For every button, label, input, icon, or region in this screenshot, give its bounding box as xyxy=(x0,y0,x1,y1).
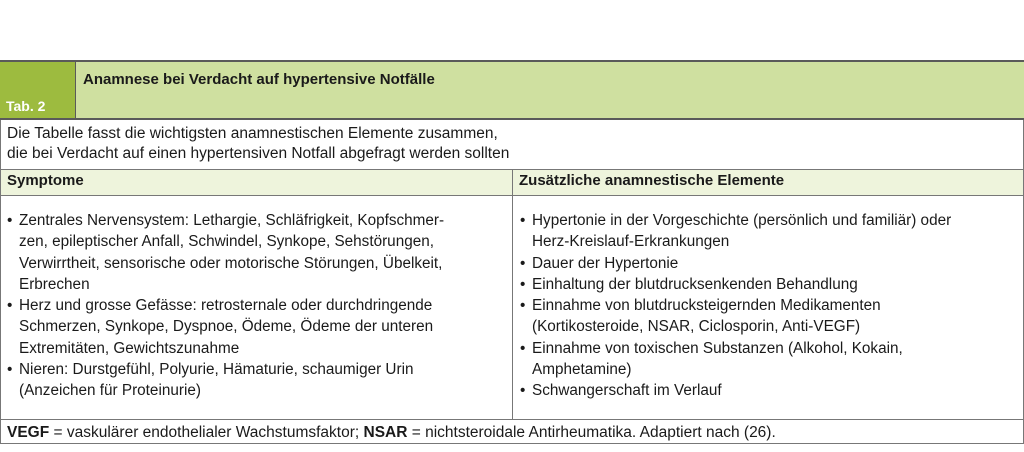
footnote-abbr-nsar: NSAR xyxy=(363,424,408,441)
symptoms-column xyxy=(1,196,513,419)
table-title: Anamnese bei Verdacht auf hypertensive Notfälle xyxy=(83,71,435,88)
list-item-line: Hypertonie in der Vorgeschichte (persönlich und familiär) oder xyxy=(532,212,952,229)
bullet-icon: • xyxy=(520,297,526,315)
bullet-icon: • xyxy=(520,254,526,272)
description-line: die bei Verdacht auf einen hypertensiven Notfall abgefragt werden sollten xyxy=(7,145,510,162)
additional-item xyxy=(520,253,1019,274)
list-item-text xyxy=(532,253,678,274)
list-item-line: Nieren: Durstgefühl, Polyurie, Hämaturie, schaumiger Urin xyxy=(19,361,414,379)
bullet-icon: • xyxy=(7,297,13,315)
list-item-line: Schmerzen, Synkope, Dyspnoe, Ödeme, Ödeme der unteren xyxy=(19,318,434,336)
column-header-row xyxy=(0,170,1024,196)
tab-number-box xyxy=(0,62,76,118)
footnote-def-nsar: = nichtsteroidale Antirheumatika. Adaptiert nach (26). xyxy=(407,424,776,441)
footnote-def-vegf: = vaskulärer endothelialer Wachstumsfaktor; xyxy=(49,424,364,441)
description-line: Die Tabelle fasst die wichtigsten anamnestischen Elemente zusammen, xyxy=(7,125,498,142)
symptom-item xyxy=(7,295,508,359)
list-item-line: Einhaltung der blutdrucksenkenden Behandlung xyxy=(532,275,858,293)
list-item-text xyxy=(19,359,413,402)
tab-number: Tab. 2 xyxy=(6,98,46,114)
additional-item xyxy=(520,210,1019,253)
list-item-text xyxy=(19,210,444,295)
bullet-icon: • xyxy=(520,382,526,400)
table-description xyxy=(0,120,1024,170)
list-item-line: Zentrales Nervensystem: Lethargie, Schläfrigkeit, Kopfschmer- xyxy=(19,212,445,229)
bullet-icon: • xyxy=(520,339,526,357)
bullet-icon: • xyxy=(7,212,13,229)
list-item-line: Erbrechen xyxy=(19,275,90,293)
list-item-text xyxy=(532,274,858,295)
bullet-icon: • xyxy=(7,361,13,379)
list-item-line: Dauer der Hypertonie xyxy=(532,254,679,272)
table-header xyxy=(0,62,1024,120)
additional-item xyxy=(520,274,1019,295)
list-item-line: Herz und grosse Gefässe: retrosternale oder durchdringende xyxy=(19,297,433,315)
list-item-text xyxy=(532,210,951,253)
list-item-text xyxy=(532,295,881,338)
list-item-line: Herz-Kreislauf-Erkrankungen xyxy=(532,233,730,251)
additional-item xyxy=(520,380,1019,401)
bullet-icon: • xyxy=(520,275,526,293)
column-header-symptoms: Symptome xyxy=(1,170,513,195)
bullet-icon: • xyxy=(520,212,526,229)
additional-column xyxy=(513,196,1023,419)
table xyxy=(0,60,1024,444)
footnote-abbr-vegf: VEGF xyxy=(7,424,50,441)
list-item-line: (Kortikosteroide, NSAR, Ciclosporin, Anti-VEGF) xyxy=(532,318,861,336)
list-item-line: Extremitäten, Gewichtszunahme xyxy=(19,339,240,357)
list-item-line: Einnahme von toxischen Substanzen (Alkohol, Kokain, xyxy=(532,339,903,357)
list-item-text xyxy=(532,380,722,401)
list-item-line: Einnahme von blutdrucksteigernden Medikamenten xyxy=(532,297,881,315)
list-item-line: Schwangerschaft im Verlauf xyxy=(532,382,722,400)
list-item-text xyxy=(19,295,433,359)
additional-item xyxy=(520,338,1019,381)
list-item-line: zen, epileptischer Anfall, Schwindel, Synkope, Sehstörungen, xyxy=(19,233,434,251)
table-footnote xyxy=(0,420,1024,444)
list-item-line: Verwirrtheit, sensorische oder motorische Störungen, Übelkeit, xyxy=(19,254,443,272)
list-item-line: (Anzeichen für Proteinurie) xyxy=(19,382,201,400)
symptom-item xyxy=(7,359,508,402)
list-item-text xyxy=(532,338,903,381)
table-body xyxy=(0,196,1024,420)
column-header-additional: Zusätzliche anamnestische Elemente xyxy=(519,172,785,189)
list-item-line: Amphetamine) xyxy=(532,361,632,379)
additional-item xyxy=(520,295,1019,338)
symptom-item xyxy=(7,210,508,295)
